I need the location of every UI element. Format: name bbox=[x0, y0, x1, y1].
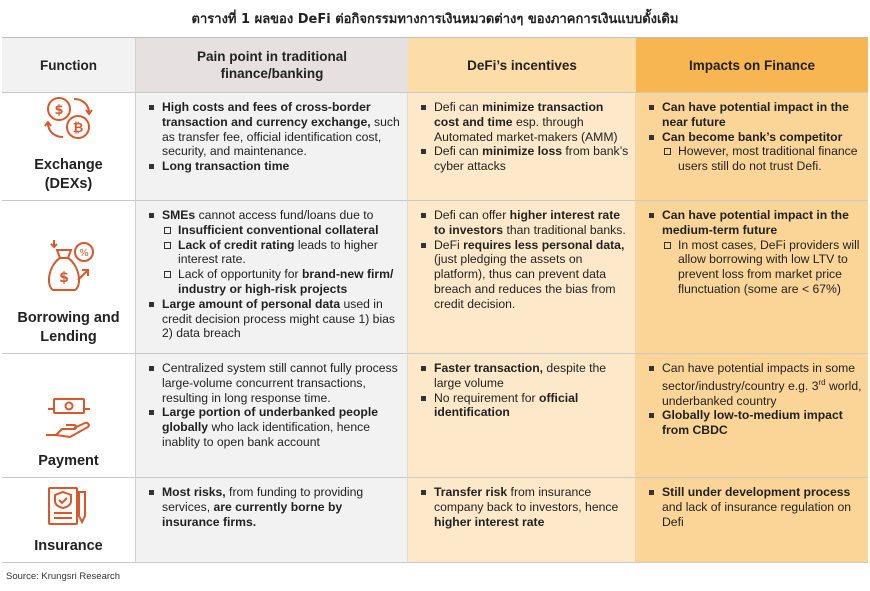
bullet-list bbox=[420, 485, 629, 529]
bullet-text: are currently borne by insurance firms. bbox=[162, 499, 343, 529]
pain-cell bbox=[136, 478, 408, 563]
bullet-item bbox=[148, 361, 401, 405]
incentive-cell bbox=[408, 478, 636, 563]
header-incentives: DeFi’s incentives bbox=[408, 38, 636, 93]
defi-impact-table bbox=[2, 37, 868, 563]
impact-cell bbox=[636, 93, 868, 201]
incentive-cell bbox=[408, 93, 636, 201]
bullet-text: despite the large volume bbox=[434, 361, 607, 390]
bullet-item bbox=[648, 485, 862, 529]
bullet-text: Long transaction time bbox=[162, 159, 290, 174]
function-name: Insurance bbox=[34, 538, 103, 554]
impact-cell bbox=[636, 201, 868, 354]
header-pain-point: Pain point in traditional finance/banking bbox=[136, 38, 408, 93]
pain-cell bbox=[136, 201, 408, 354]
bullet-item bbox=[420, 485, 629, 529]
bullet-text: Lack of credit rating bbox=[178, 237, 295, 252]
sub-bullet-item bbox=[648, 238, 862, 297]
bullet-item bbox=[420, 144, 629, 174]
bullet-text: minimize loss bbox=[482, 144, 563, 159]
bullet-text: from insurance company back to investors, hence bbox=[434, 485, 619, 514]
bullet-text: Defi can bbox=[434, 144, 483, 159]
impact-cell bbox=[636, 478, 868, 563]
table-title: ตารางที่ 1 ผลของ DeFi ต่อกิจกรรมทางการเงินหมวดต่างๆ ของภาคการเงินแบบดั้งเดิม bbox=[191, 12, 679, 27]
function-name: Borrowing and Lending bbox=[17, 310, 120, 345]
currency-exchange-icon bbox=[41, 93, 97, 156]
sub-bullet-item bbox=[148, 238, 401, 268]
incentive-cell bbox=[408, 354, 636, 478]
pain-cell bbox=[136, 93, 408, 201]
bullet-text: Can become bank’s competitor bbox=[662, 129, 843, 144]
bullet-list bbox=[148, 208, 401, 341]
bullet-text: official identification bbox=[434, 390, 579, 420]
bullet-text: Can have potential impact in the near future bbox=[662, 100, 849, 129]
function-cell-payment bbox=[2, 354, 136, 478]
bullet-text: Defi can bbox=[434, 100, 483, 114]
bullet-text: such as transfer fee, official identification cost, security, and maintenance. bbox=[162, 114, 400, 159]
bullet-text: than traditional banks. bbox=[503, 222, 626, 237]
function-name: Payment bbox=[38, 453, 99, 469]
incentive-cell bbox=[408, 201, 636, 354]
bullet-list bbox=[148, 485, 401, 529]
bullet-item bbox=[148, 159, 401, 174]
sub-bullet-item bbox=[148, 223, 401, 238]
header-impacts: Impacts on Finance bbox=[636, 38, 868, 93]
function-cell-insurance bbox=[2, 478, 136, 563]
bullet-list bbox=[648, 100, 862, 174]
bullet-item bbox=[148, 405, 401, 449]
svg-text:$: $ bbox=[53, 103, 64, 118]
pain-cell bbox=[136, 354, 408, 478]
payment-hand-icon bbox=[44, 397, 94, 452]
bullet-text: Can have potential impacts in some sector/industry/country e.g. 3rd world, underbanked country bbox=[662, 361, 862, 408]
function-name: Exchange (DEXs) bbox=[34, 157, 103, 192]
bullet-list bbox=[420, 100, 629, 174]
bullet-text: higher interest rate to investors bbox=[434, 208, 621, 237]
bullet-text: However, most traditional finance users still do not trust Defi. bbox=[678, 144, 858, 174]
bullet-list bbox=[648, 485, 862, 529]
svg-text:%: % bbox=[78, 248, 89, 259]
bullet-item bbox=[648, 130, 862, 145]
bullet-item bbox=[420, 391, 629, 421]
bullet-text: brand-new firm/ industry or high-risk projects bbox=[178, 267, 394, 296]
bullet-list bbox=[648, 361, 862, 438]
bullet-item bbox=[148, 297, 401, 341]
bullet-text: used in credit decision process might cause 1) bias 2) data breach bbox=[162, 296, 396, 341]
bullet-item bbox=[420, 208, 629, 238]
bullet-text: from funding to providing services, bbox=[162, 485, 364, 514]
bullet-text: Transfer risk bbox=[434, 485, 508, 499]
bullet-list bbox=[420, 208, 629, 312]
bullet-item bbox=[148, 208, 401, 223]
bullet-item bbox=[420, 361, 629, 391]
bullet-text: Lack of opportunity for bbox=[178, 267, 302, 282]
bullet-text: Large amount of personal data bbox=[162, 296, 341, 311]
insurance-document-icon bbox=[45, 486, 93, 537]
bullet-item bbox=[148, 485, 401, 529]
bullet-item bbox=[420, 238, 629, 312]
bullet-text: requires less personal data, bbox=[463, 237, 625, 252]
bullet-item bbox=[648, 208, 862, 238]
sub-bullet-item bbox=[148, 267, 401, 297]
bullet-text: Globally low-to-medium impact from CBDC bbox=[662, 408, 843, 438]
bullet-text: DeFi bbox=[434, 237, 464, 252]
bullet-text: Centralized system still cannot fully process large-volume concurrent transactions, resulting in long response time. bbox=[162, 361, 398, 405]
sub-bullet-item bbox=[648, 144, 862, 174]
bullet-text: from bank’s cyber attacks bbox=[434, 144, 629, 174]
bullet-list bbox=[648, 208, 862, 297]
bullet-text: and lack of insurance regulation on Defi bbox=[662, 499, 852, 529]
bullet-text: Still under development process bbox=[662, 485, 851, 499]
bullet-text: Faster transaction, bbox=[434, 361, 544, 375]
bullet-text: Insufficient conventional collateral bbox=[178, 222, 379, 237]
bullet-list bbox=[420, 361, 629, 420]
bullet-text: esp. through Automated market-makers (AMM) bbox=[434, 114, 618, 144]
svg-text:$: $ bbox=[58, 270, 69, 286]
bullet-text: (just pledging the assets on platform), thus can prevent data breach and reduces the bias from credit decision. bbox=[434, 252, 616, 311]
bullet-item bbox=[148, 100, 401, 159]
bullet-text: higher interest rate bbox=[434, 514, 545, 529]
svg-text:₿: ₿ bbox=[72, 121, 83, 136]
function-cell-borrowing bbox=[2, 201, 136, 354]
bullet-text: leads to higher interest rate. bbox=[178, 237, 378, 267]
bullet-item bbox=[648, 100, 862, 130]
bullet-text: minimize transaction cost and time bbox=[434, 100, 604, 129]
bullet-text: In most cases, DeFi providers will allow borrowing with low LTV to prevent loss from market price flunctuation (some are < 67%) bbox=[678, 237, 860, 296]
money-bag-lending-icon bbox=[40, 238, 98, 309]
source-note: Source: Krungsri Research bbox=[6, 571, 121, 582]
header-function: Function bbox=[2, 38, 136, 93]
bullet-item bbox=[420, 100, 629, 144]
bullet-item bbox=[648, 361, 862, 408]
bullet-text: No requirement for bbox=[434, 390, 539, 405]
bullet-text: SMEs bbox=[162, 208, 196, 222]
bullet-text: cannot access fund/loans due to bbox=[195, 208, 374, 222]
bullet-text: High costs and fees of cross-border transaction and currency exchange, bbox=[162, 100, 371, 129]
function-cell-exchange bbox=[2, 93, 136, 201]
bullet-text: Most risks, bbox=[162, 485, 226, 499]
bullet-text: Defi can offer bbox=[434, 208, 510, 222]
bullet-list bbox=[148, 100, 401, 174]
impact-cell bbox=[636, 354, 868, 478]
bullet-item bbox=[648, 408, 862, 438]
bullet-text: who lack identification, hence inablity to open bank account bbox=[162, 420, 370, 449]
bullet-text: Can have potential impact in the medium-term future bbox=[662, 208, 849, 237]
bullet-list bbox=[148, 361, 401, 450]
bullet-text: Large portion of underbanked people globally bbox=[162, 405, 379, 435]
